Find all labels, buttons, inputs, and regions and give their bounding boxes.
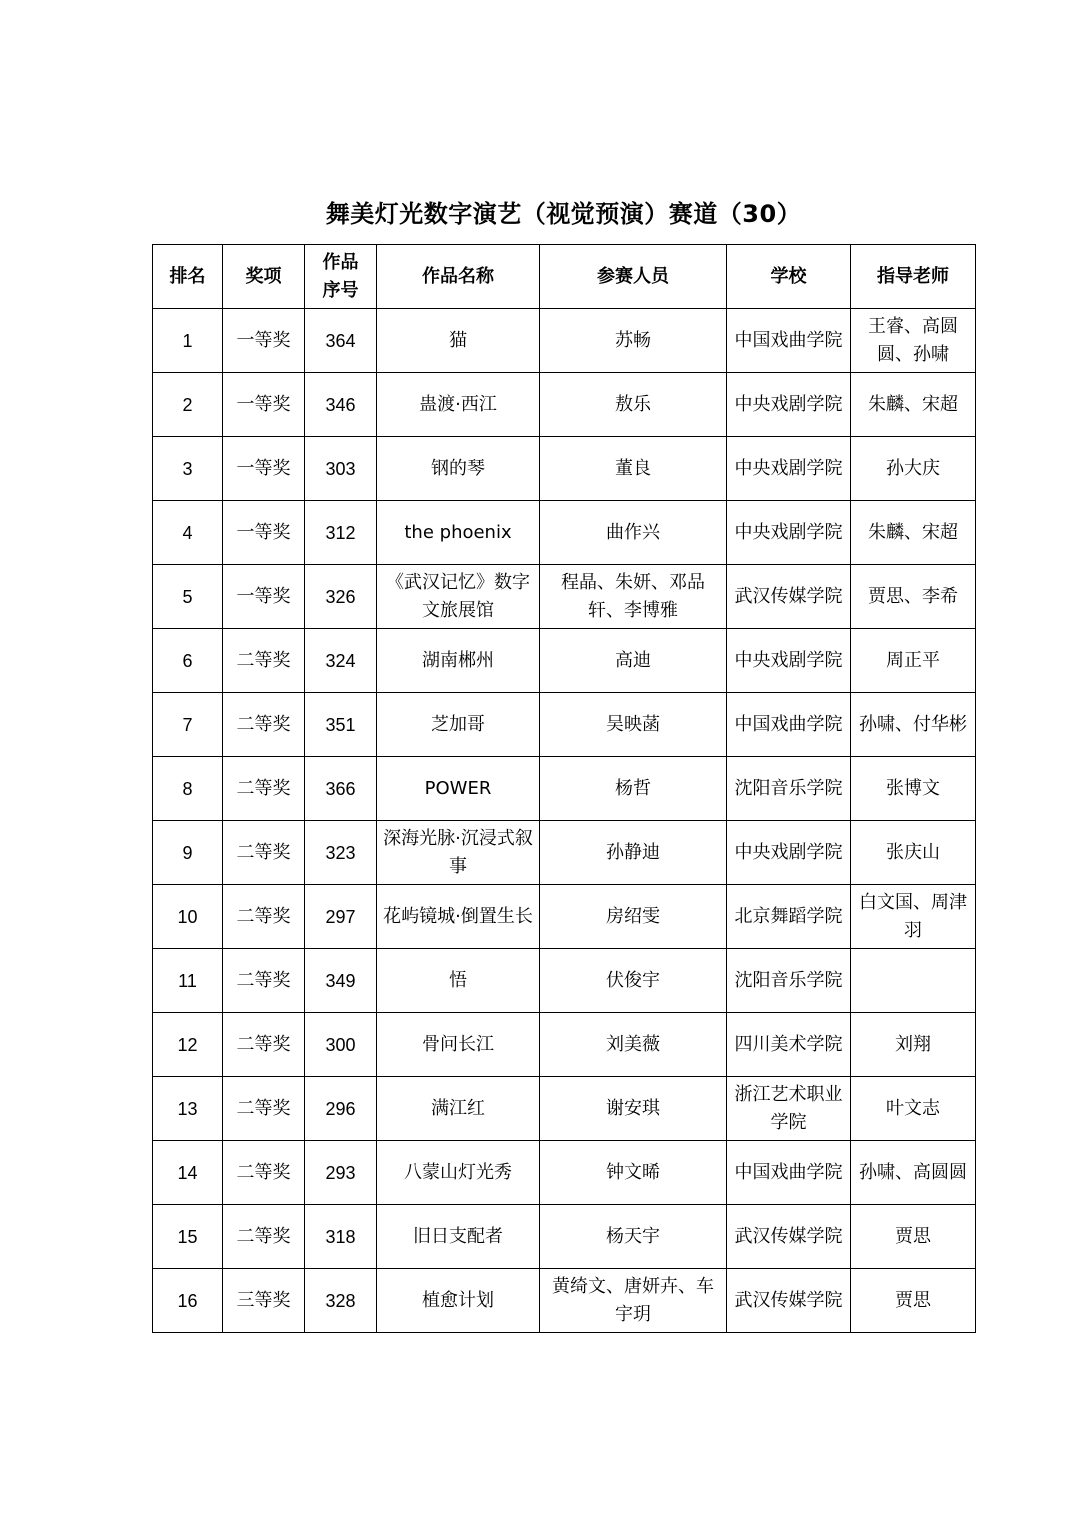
cell-award: 二等奖: [223, 949, 305, 1013]
cell-school: 中国戏曲学院: [727, 693, 851, 757]
header-participants: 参赛人员: [540, 245, 727, 309]
table-row: [153, 1013, 976, 1077]
cell-school: 沈阳音乐学院: [727, 757, 851, 821]
cell-participants: 孙静迪: [540, 821, 727, 885]
cell-work: 《武汉记忆》数字文旅展馆: [377, 565, 540, 629]
header-award: 奖项: [223, 245, 305, 309]
cell-rank: 13: [153, 1077, 223, 1141]
table-row: [153, 309, 976, 373]
cell-school: 北京舞蹈学院: [727, 885, 851, 949]
cell-advisor: 白文国、周津羽: [851, 885, 976, 949]
cell-work: 植愈计划: [377, 1269, 540, 1333]
cell-advisor: 周正平: [851, 629, 976, 693]
cell-school: 武汉传媒学院: [727, 1205, 851, 1269]
header-seq: 作品 序号: [305, 245, 377, 309]
cell-award: 二等奖: [223, 1013, 305, 1077]
cell-seq: 351: [305, 693, 377, 757]
table-row: [153, 437, 976, 501]
cell-work: POWER: [377, 757, 540, 821]
table-row: [153, 1205, 976, 1269]
cell-school: 中央戏剧学院: [727, 373, 851, 437]
cell-advisor: 孙啸、付华彬: [851, 693, 976, 757]
cell-rank: 16: [153, 1269, 223, 1333]
cell-award: 一等奖: [223, 437, 305, 501]
cell-rank: 4: [153, 501, 223, 565]
cell-seq: 324: [305, 629, 377, 693]
cell-award: 一等奖: [223, 373, 305, 437]
cell-school: 武汉传媒学院: [727, 565, 851, 629]
cell-advisor: 叶文志: [851, 1077, 976, 1141]
table-row: [153, 1269, 976, 1333]
cell-school: 中国戏曲学院: [727, 1141, 851, 1205]
header-rank: 排名: [153, 245, 223, 309]
cell-work: 钢的琴: [377, 437, 540, 501]
cell-participants: 房绍雯: [540, 885, 727, 949]
table-row: [153, 757, 976, 821]
cell-rank: 11: [153, 949, 223, 1013]
cell-advisor: 朱麟、宋超: [851, 501, 976, 565]
cell-rank: 7: [153, 693, 223, 757]
cell-advisor: 贾思: [851, 1205, 976, 1269]
cell-school: 中央戏剧学院: [727, 501, 851, 565]
cell-participants: 黄绮文、唐妍卉、车宇玥: [540, 1269, 727, 1333]
cell-award: 一等奖: [223, 501, 305, 565]
cell-work: 深海光脉·沉浸式叙事: [377, 821, 540, 885]
cell-award: 一等奖: [223, 309, 305, 373]
cell-rank: 5: [153, 565, 223, 629]
cell-seq: 326: [305, 565, 377, 629]
cell-award: 二等奖: [223, 1141, 305, 1205]
table-row: [153, 629, 976, 693]
table-row: [153, 885, 976, 949]
cell-award: 二等奖: [223, 1205, 305, 1269]
cell-work: 八蒙山灯光秀: [377, 1141, 540, 1205]
cell-seq: 323: [305, 821, 377, 885]
cell-award: 三等奖: [223, 1269, 305, 1333]
cell-school: 武汉传媒学院: [727, 1269, 851, 1333]
cell-award: 二等奖: [223, 757, 305, 821]
table-row: [153, 373, 976, 437]
cell-rank: 1: [153, 309, 223, 373]
header-school: 学校: [727, 245, 851, 309]
cell-school: 沈阳音乐学院: [727, 949, 851, 1013]
table-header: [153, 245, 976, 309]
cell-seq: 303: [305, 437, 377, 501]
cell-seq: 366: [305, 757, 377, 821]
cell-participants: 董良: [540, 437, 727, 501]
cell-work: 蛊渡·西江: [377, 373, 540, 437]
cell-seq: 318: [305, 1205, 377, 1269]
cell-work: 旧日支配者: [377, 1205, 540, 1269]
cell-advisor: [851, 949, 976, 1013]
cell-seq: 349: [305, 949, 377, 1013]
cell-school: 四川美术学院: [727, 1013, 851, 1077]
cell-participants: 敖乐: [540, 373, 727, 437]
table-row: [153, 1141, 976, 1205]
cell-participants: 程晶、朱妍、邓品轩、李博雅: [540, 565, 727, 629]
cell-seq: 296: [305, 1077, 377, 1141]
cell-school: 中央戏剧学院: [727, 629, 851, 693]
cell-advisor: 孙大庆: [851, 437, 976, 501]
cell-work: the phoenix: [377, 501, 540, 565]
cell-rank: 6: [153, 629, 223, 693]
cell-advisor: 朱麟、宋超: [851, 373, 976, 437]
cell-participants: 钟文晞: [540, 1141, 727, 1205]
table-row: [153, 565, 976, 629]
cell-award: 二等奖: [223, 885, 305, 949]
cell-advisor: 刘翔: [851, 1013, 976, 1077]
cell-participants: 吴映菡: [540, 693, 727, 757]
cell-participants: 杨哲: [540, 757, 727, 821]
table-row: [153, 501, 976, 565]
page-title: 舞美灯光数字演艺（视觉预演）赛道（30）: [325, 200, 802, 228]
header-work: 作品名称: [377, 245, 540, 309]
header-advisor: 指导老师: [851, 245, 976, 309]
cell-work: 芝加哥: [377, 693, 540, 757]
cell-award: 二等奖: [223, 629, 305, 693]
cell-participants: 杨天宇: [540, 1205, 727, 1269]
cell-award: 二等奖: [223, 693, 305, 757]
cell-rank: 2: [153, 373, 223, 437]
cell-rank: 10: [153, 885, 223, 949]
cell-rank: 9: [153, 821, 223, 885]
cell-participants: 苏畅: [540, 309, 727, 373]
cell-rank: 8: [153, 757, 223, 821]
cell-advisor: 孙啸、高圆圆: [851, 1141, 976, 1205]
cell-school: 中央戏剧学院: [727, 437, 851, 501]
awards-table: [152, 244, 976, 1333]
table-row: [153, 949, 976, 1013]
cell-advisor: 贾思、李希: [851, 565, 976, 629]
cell-seq: 328: [305, 1269, 377, 1333]
cell-advisor: 张庆山: [851, 821, 976, 885]
cell-seq: 293: [305, 1141, 377, 1205]
cell-advisor: 张博文: [851, 757, 976, 821]
cell-work: 湖南郴州: [377, 629, 540, 693]
cell-work: 悟: [377, 949, 540, 1013]
cell-school: 中国戏曲学院: [727, 309, 851, 373]
cell-participants: 高迪: [540, 629, 727, 693]
cell-participants: 曲作兴: [540, 501, 727, 565]
cell-seq: 312: [305, 501, 377, 565]
cell-rank: 12: [153, 1013, 223, 1077]
cell-seq: 346: [305, 373, 377, 437]
table-row: [153, 1077, 976, 1141]
cell-school: 浙江艺术职业学院: [727, 1077, 851, 1141]
cell-award: 一等奖: [223, 565, 305, 629]
cell-participants: 伏俊宇: [540, 949, 727, 1013]
cell-seq: 297: [305, 885, 377, 949]
cell-participants: 刘美薇: [540, 1013, 727, 1077]
cell-rank: 15: [153, 1205, 223, 1269]
cell-award: 二等奖: [223, 1077, 305, 1141]
cell-work: 骨问长江: [377, 1013, 540, 1077]
cell-work: 满江红: [377, 1077, 540, 1141]
cell-advisor: 贾思: [851, 1269, 976, 1333]
header-row: [153, 245, 976, 309]
cell-school: 中央戏剧学院: [727, 821, 851, 885]
table-row: [153, 821, 976, 885]
cell-seq: 300: [305, 1013, 377, 1077]
cell-rank: 3: [153, 437, 223, 501]
table-row: [153, 693, 976, 757]
table-body: [153, 309, 976, 1333]
cell-work: 花屿镜城·倒置生长: [377, 885, 540, 949]
cell-work: 猫: [377, 309, 540, 373]
cell-advisor: 王睿、高圆圆、孙啸: [851, 309, 976, 373]
cell-rank: 14: [153, 1141, 223, 1205]
cell-seq: 364: [305, 309, 377, 373]
cell-participants: 谢安琪: [540, 1077, 727, 1141]
cell-award: 二等奖: [223, 821, 305, 885]
